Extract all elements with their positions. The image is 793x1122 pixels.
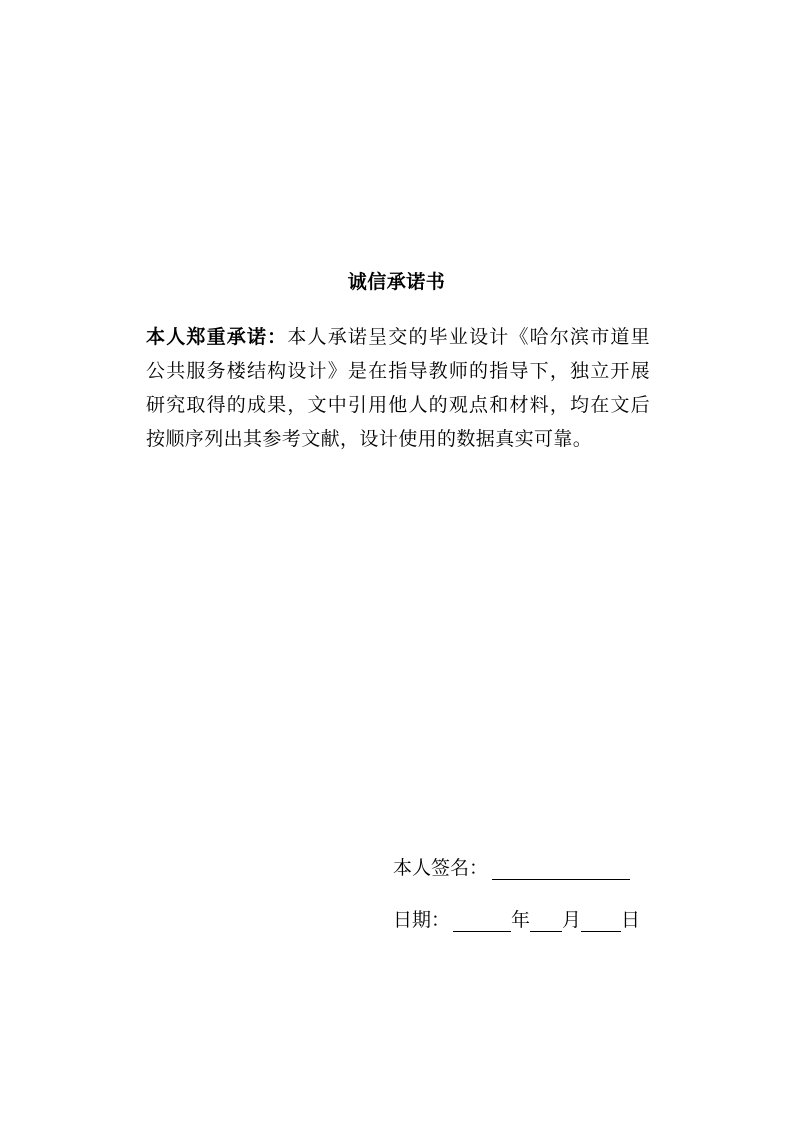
- commitment-statement: [146, 320, 650, 456]
- signature-line: [393, 852, 630, 880]
- page-title: 诚信承诺书: [347, 271, 446, 293]
- statement-body: 本人承诺呈交的毕业设计《哈尔滨市道里公共服务楼结构设计》是在指导教师的指导下，独立开展研究取得的成果，文中引用他人的观点和材料，均在文后按顺序列出其参考文献，设计使用的数据真实可靠。: [146, 326, 650, 450]
- statement-lead: 本人郑重承诺：: [146, 326, 288, 348]
- signature-blank[interactable]: [492, 857, 630, 880]
- date-label: 日期：: [393, 909, 451, 931]
- day-blank[interactable]: [581, 909, 621, 932]
- month-label: 月: [562, 909, 582, 931]
- year-label: 年: [511, 909, 531, 931]
- date-line: [393, 904, 640, 932]
- signature-label: 本人签名：: [393, 857, 489, 879]
- year-blank[interactable]: [453, 909, 511, 932]
- day-label: 日: [621, 909, 641, 931]
- month-blank[interactable]: [530, 909, 562, 932]
